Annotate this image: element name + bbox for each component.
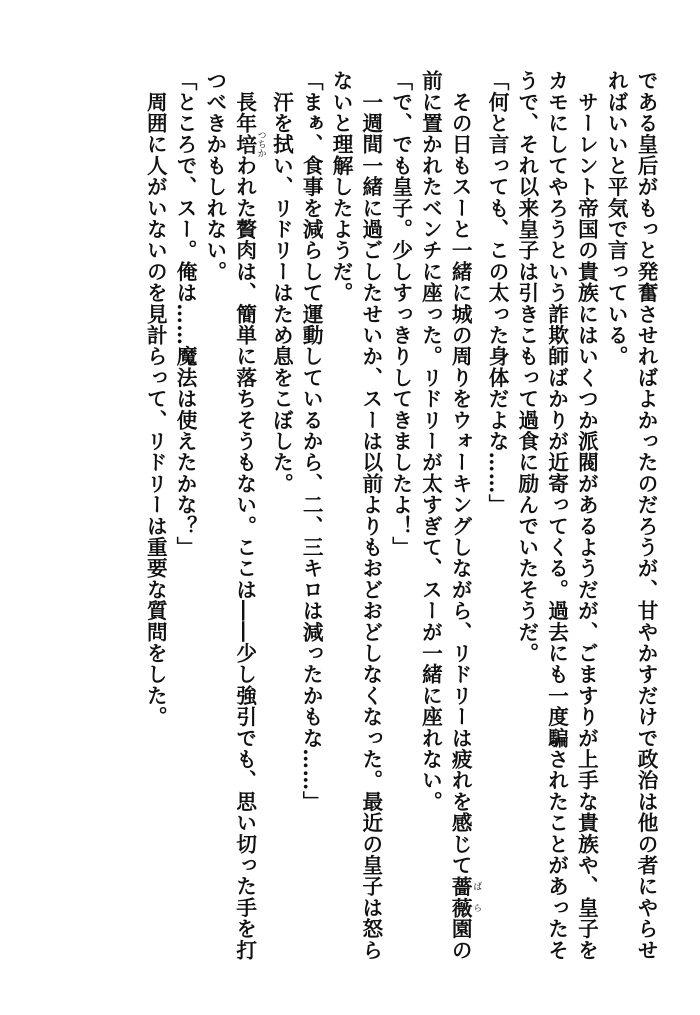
furigana-reading: つちか xyxy=(255,130,266,158)
text-line: ないと理解したようだ。 xyxy=(329,70,354,304)
text-line: サーレント帝国の貴族にはいくつか派閥があるようだが、ごますりが上手な貴族や、皇子を xyxy=(574,70,599,961)
text-line: ればいいと平気で言っている。 xyxy=(604,70,629,367)
furigana-word: 薔薇 ばら xyxy=(448,875,482,919)
furigana-reading: ばら xyxy=(471,875,482,918)
text-line: 「何と言っても、この太った身体だよな……」 xyxy=(485,70,510,516)
text-line: 一週間一緒に過ごしたせいか、スーは以前よりもおどおどしなくなった。最近の皇子は怒ら xyxy=(358,70,383,961)
text-line: 「ところで、スー。俺は……魔法は使えたかな？」 xyxy=(173,70,198,558)
text-line: その日もスーと一緒に城の周りをウォーキングしながら、リドリーは疲れを感じて薔薇 ばら園の xyxy=(448,70,482,961)
text-line: カモにしてやろうという詐欺師ばかりが近寄ってくる。過去にも一度騙されたことがあったそ xyxy=(544,70,569,961)
text-line: うで、それ以来皇子は引きこもって過食に励んでいたそうだ。 xyxy=(514,70,539,664)
text-line: 長年培 つちかわれた贅肉は、簡単に落ちそうもない。ここは――少し強引でも、思い切った手を打 xyxy=(232,70,266,961)
text-line: である皇后がもっと発奮させればよかったのだろうが、甘やかすだけで政治は他の者にやらせ xyxy=(634,70,658,961)
text-line: 前に置かれたベンチに座った。リドリーが太すぎて、スーが一緒に座れない。 xyxy=(418,70,443,812)
furigana-word: 培 つちか xyxy=(232,130,266,158)
text-line: 汗を拭い、リドリーはため息をこぼした。 xyxy=(269,70,294,494)
text-line: 「まぁ、食事を減らして運動しているから、二、三キロは減ったかもな……」 xyxy=(299,70,324,812)
vertical-text-body xyxy=(139,70,660,970)
text-line: つべきかもしれない。 xyxy=(202,70,227,282)
text-line: 周囲に人がいないのを見計らって、リドリーは重要な質問をした。 xyxy=(143,70,168,728)
text-line: 「で、でも皇子。少しすっきりしてきましたよ！」 xyxy=(388,70,413,558)
